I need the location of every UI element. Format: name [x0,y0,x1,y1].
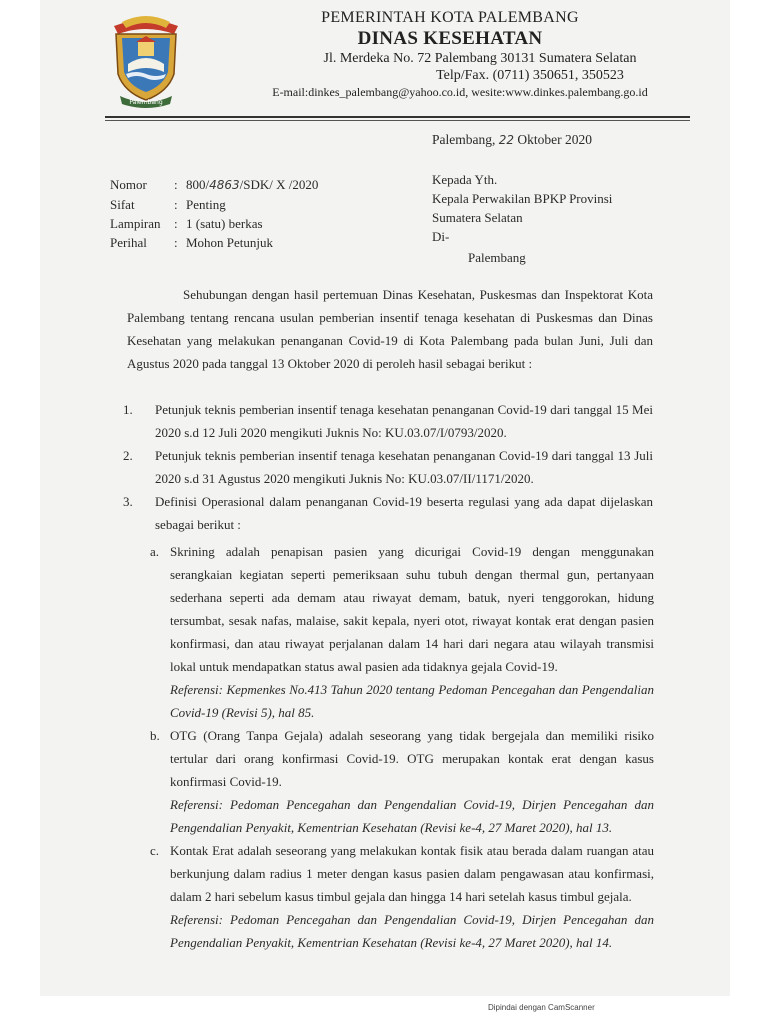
sublist-item: c. Kontak Erat adalah seseorang yang melakukan kontak fisik atau berada dalam ruangan atau berkunjung dalam radius 1 meter dengan kasus pasien dalam pengawasan atau konfirmasi, dalam 2 hari sebelum kasus timbul gejala dan hingga 14 hari setelah kasus timbul gejala. Referensi: Pedoman Pencegahan dan Pengendalian Covid-19, Dirjen Pencegahan dan Pengendalian Penyakit, Kementrian Kesehatan (Revisi ke-4, 27 Maret 2020), hal 14. [150,839,654,954]
letterhead-phone: Telp/Fax. (0711) 350651, 350523 [436,68,624,83]
definition-text: Kontak Erat adalah seseorang yang melakukan kontak fisik atau berada dalam ruangan atau berkunjung dalam radius 1 meter dengan kasus pasien dalam pengawasan atau konfirmasi, dalam 2 hari sebelum kasus timbul gejala dan hingga 14 hari setelah kasus timbul gejala. [170,843,654,904]
letter-number: 800/4863/SDK/ X /2020 [186,177,319,192]
letter-metadata [110,175,318,252]
handwritten-number: 4863 [209,178,240,192]
definition-sublist [150,540,654,954]
letterhead [200,8,700,100]
letterhead-government: PEMERINTAH KOTA PALEMBANG [321,9,579,26]
reference-text: Referensi: Pedoman Pencegahan dan Pengendalian Covid-19, Dirjen Pencegahan dan Pengendalian Penyakit, Kementrian Kesehatan (Revisi ke-4, 27 Maret 2020), hal 14. [170,912,654,950]
meta-row-sifat: Sifat : Penting [110,197,226,212]
seal-banner-text: Palembang [129,99,163,106]
definition-text: Skrining adalah penapisan pasien yang dicurigai Covid-19 dengan menggunakan serangkaian kegiatan seperti pemeriksaan suhu tubuh dengan thermal gun, pertanyaan sederhana seperti ada demam atau riwayat demam, batuk, nyeri tenggorokan, hidung tersumbat, sesak nafas, malaise, sakit kepala, nyeri otot, riwayat kontak erat dengan pasien konfirmasi, dan atau riwayat perjalanan dalam 14 hari dari negara atau wilayah transmisi lokal untuk mendapatkan status awal pasien ada tidaknya gejala Covid-19. [170,544,654,674]
intro-paragraph: Sehubungan dengan hasil pertemuan Dinas Kesehatan, Puskesmas dan Inspektorat Kota Palembang tentang rencana usulan pemberian insentif tenaga kesehatan di Puskesmas dan Dinas Kesehatan yang melakukan penanganan Covid-19 di Kota Palembang pada bulan Juni, Juli dan Agustus 2020 pada tanggal 13 Oktober 2020 di peroleh hasil sebagai berikut : [127,287,653,371]
meta-row-perihal: Perihal : Mohon Petunjuk [110,235,274,250]
definition-text: OTG (Orang Tanpa Gejala) adalah seseorang yang tidak bergejala dan memiliki risiko tertular dari orang konfirmasi Covid-19. OTG merupakan kontak erat dengan kasus konfirmasi Covid-19. [170,728,654,789]
letter-intro [127,283,653,375]
letterhead-divider [105,116,690,118]
letter-date: Palembang, 22 Oktober 2020 [432,132,593,147]
recipient-address: Kepada Yth. Kepala Perwakilan BPKP Provinsi Sumatera Selatan Di- Palembang [432,172,613,265]
list-item: 2. Petunjuk teknis pemberian insentif tenaga kesehatan penanganan Covid-19 dari tanggal 13 Juli 2020 s.d 31 Agustus 2020 mengikuti Juknis No: KU.03.07/II/1171/2020. [123,448,653,486]
letterhead-agency: DINAS KESEHATAN [357,28,543,49]
letterhead-email-website: E-mail:dinkes_palembang@yahoo.co.id, wesite:www.dinkes.palembang.go.id [272,85,648,99]
list-item: 3. Definisi Operasional dalam penanganan Covid-19 beserta regulasi yang ada dapat dijelaskan sebagai berikut : [123,494,653,532]
meta-row-nomor: Nomor : 800/4863/SDK/ X /2020 [110,175,318,195]
scanner-watermark: Dipindai dengan CamScanner [488,1003,595,1012]
meta-row-lampiran: Lampiran : 1 (satu) berkas [110,216,263,231]
sublist-item: a. Skrining adalah penapisan pasien yang dicurigai Covid-19 dengan menggunakan serangkaian kegiatan seperti pemeriksaan suhu tubuh dengan thermal gun, pertanyaan sederhana seperti ada demam atau riwayat demam, batuk, nyeri tenggorokan, hidung tersumbat, sesak nafas, malaise, sakit kepala, nyeri otot, riwayat kontak erat dengan pasien konfirmasi, dan atau riwayat perjalanan dalam 14 hari dari negara atau wilayah transmisi lokal untuk mendapatkan status awal pasien ada tidaknya gejala Covid-19. Referensi: Kepmenkes No.413 Tahun 2020 tentang Pedoman Pencegahan dan Pengendalian Covid-19 (Revisi 5), hal 85. [150,540,654,724]
reference-text: Referensi: Pedoman Pencegahan dan Pengendalian Covid-19, Dirjen Pencegahan dan Pengendalian Penyakit, Kementrian Kesehatan (Revisi ke-4, 27 Maret 2020), hal 13. [170,797,654,835]
reference-text: Referensi: Kepmenkes No.413 Tahun 2020 tentang Pedoman Pencegahan dan Pengendalian Covid-19 (Revisi 5), hal 85. [170,682,654,720]
list-item: 1. Petunjuk teknis pemberian insentif tenaga kesehatan penanganan Covid-19 dari tanggal 15 Mei 2020 s.d 12 Juli 2020 mengikuti Juknis No: KU.03.07/I/0793/2020. [123,402,653,440]
letterhead-divider-thin [105,120,690,121]
palembang-city-seal-icon [108,12,184,110]
numbered-list [123,398,653,536]
sublist-item: b. OTG (Orang Tanpa Gejala) adalah seseorang yang tidak bergejala dan memiliki risiko tertular dari orang konfirmasi Covid-19. OTG merupakan kontak erat dengan kasus konfirmasi Covid-19. Referensi: Pedoman Pencegahan dan Pengendalian Covid-19, Dirjen Pencegahan dan Pengendalian Penyakit, Kementrian Kesehatan (Revisi ke-4, 27 Maret 2020), hal 13. [150,724,654,839]
handwritten-day: 22 [498,133,515,147]
letterhead-address: Jl. Merdeka No. 72 Palembang 30131 Sumatera Selatan [323,51,637,66]
